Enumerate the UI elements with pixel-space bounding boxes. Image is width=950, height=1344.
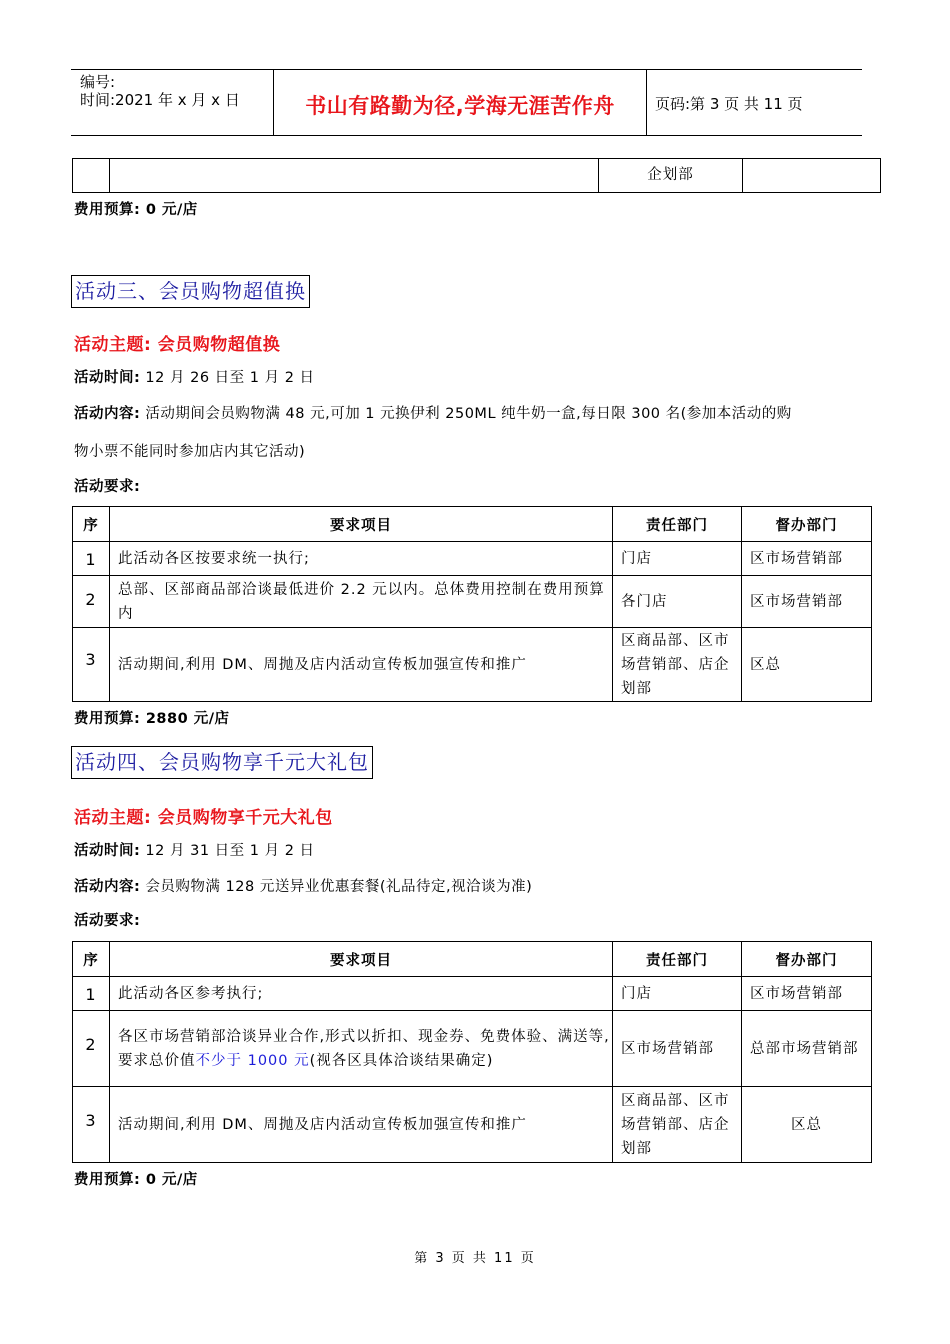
header-divider-right <box>646 69 647 135</box>
row-item: 此活动各区参考执行; <box>110 977 613 1011</box>
col-header: 责任部门 <box>613 507 742 542</box>
activity4-time-label: 活动时间: <box>74 843 141 859</box>
table-header-row <box>73 507 872 542</box>
row-sup: 区总 <box>742 1087 872 1163</box>
row-number: 1 <box>73 542 110 576</box>
row-sup: 区市场营销部 <box>742 542 872 576</box>
activity3-time-label: 活动时间: <box>74 370 141 386</box>
row-resp: 区商品部、区市场营销部、店企划部 <box>613 1087 742 1163</box>
activity3-section-title: 活动三、会员购物超值换 <box>71 275 310 308</box>
header-top-rule <box>71 69 862 70</box>
prev-cell <box>110 159 599 193</box>
activity3-time-value: 12 月 26 日至 1 月 2 日 <box>145 370 315 386</box>
row-resp: 区市场营销部 <box>613 1011 742 1087</box>
table-row <box>73 628 872 702</box>
col-header: 督办部门 <box>742 942 872 977</box>
row-item: 活动期间,利用 DM、周抛及店内活动宣传板加强宣传和推广 <box>110 1087 613 1163</box>
col-header: 责任部门 <box>613 942 742 977</box>
row-item: 此活动各区按要求统一执行; <box>110 542 613 576</box>
table-row <box>73 977 872 1011</box>
prev-table <box>72 158 881 193</box>
prev-cell: 企划部 <box>599 159 743 193</box>
activity3-content-line2: 物小票不能同时参加店内其它活动) <box>74 444 306 460</box>
row-number: 3 <box>73 628 110 702</box>
table-row <box>73 542 872 576</box>
row-sup: 区市场营销部 <box>742 977 872 1011</box>
table-row <box>73 1011 872 1087</box>
time-label: 时间:2021 年 x 月 x 日 <box>80 91 240 109</box>
activity4-section-title: 活动四、会员购物享千元大礼包 <box>71 746 373 779</box>
row-sup: 区市场营销部 <box>742 576 872 628</box>
row-item-text-end: (视各区具体洽谈结果确定) <box>309 1052 494 1069</box>
activity3-content <box>74 402 792 423</box>
col-header: 要求项目 <box>110 507 613 542</box>
row-number: 3 <box>73 1087 110 1163</box>
prev-cell <box>73 159 110 193</box>
activity4-req-label: 活动要求: <box>74 913 141 929</box>
row-resp: 门店 <box>613 542 742 576</box>
activity4-content-label: 活动内容: <box>74 879 141 895</box>
activity4-content <box>74 875 532 896</box>
row-resp: 区商品部、区市场营销部、店企划部 <box>613 628 742 702</box>
table-row <box>73 576 872 628</box>
activity4-budget: 费用预算: 0 元/店 <box>74 1172 198 1188</box>
row-item: 活动期间,利用 DM、周抛及店内活动宣传板加强宣传和推广 <box>110 628 613 702</box>
row-number: 2 <box>73 1011 110 1087</box>
serial-label: 编号: <box>80 73 116 91</box>
activity4-theme: 活动主题: 会员购物享千元大礼包 <box>74 808 333 828</box>
row-number: 1 <box>73 977 110 1011</box>
col-header: 督办部门 <box>742 507 872 542</box>
col-header: 序 <box>73 507 110 542</box>
activity3-table <box>72 506 872 702</box>
page-footer: 第 3 页 共 11 页 <box>414 1251 536 1266</box>
table-header-row <box>73 942 872 977</box>
col-header: 要求项目 <box>110 942 613 977</box>
col-header: 序 <box>73 942 110 977</box>
row-resp: 各门店 <box>613 576 742 628</box>
header-bottom-rule <box>71 135 862 136</box>
activity4-time <box>74 839 315 860</box>
row-sup: 区总 <box>742 628 872 702</box>
row-item: 总部、区部商品部洽谈最低进价 2.2 元以内。总体费用控制在费用预算内 <box>110 576 613 628</box>
table-row <box>73 1087 872 1163</box>
activity3-content-line1: 活动期间会员购物满 48 元,可加 1 元换伊利 250ML 纯牛奶一盒,每日限 300 名(参加本活动的购 <box>145 406 792 422</box>
row-resp: 门店 <box>613 977 742 1011</box>
activity3-time <box>74 366 315 387</box>
activity4-table <box>72 941 872 1163</box>
row-number: 2 <box>73 576 110 628</box>
activity3-budget: 费用预算: 2880 元/店 <box>74 711 230 727</box>
row-item-highlight: 不少于 1000 元 <box>195 1052 310 1069</box>
row-item-text: 各区市场营销部洽谈异业合作,形式以折扣、现金券、免费体验、满送等,要求总价值 <box>118 1028 610 1069</box>
prev-cell <box>743 159 881 193</box>
page-info: 页码:第 3 页 共 11 页 <box>655 95 803 113</box>
row-sup: 总部市场营销部 <box>742 1011 872 1087</box>
activity4-time-value: 12 月 31 日至 1 月 2 日 <box>145 843 315 859</box>
header-title: 书山有路勤为径,学海无涯苦作舟 <box>305 94 615 118</box>
activity3-theme: 活动主题: 会员购物超值换 <box>74 335 281 355</box>
prev-budget: 费用预算: 0 元/店 <box>74 202 198 218</box>
activity3-req-label: 活动要求: <box>74 479 141 495</box>
activity4-content-line1: 会员购物满 128 元送异业优惠套餐(礼品待定,视洽谈为准) <box>145 879 533 895</box>
row-item <box>110 1011 613 1087</box>
activity3-content-label: 活动内容: <box>74 406 141 422</box>
